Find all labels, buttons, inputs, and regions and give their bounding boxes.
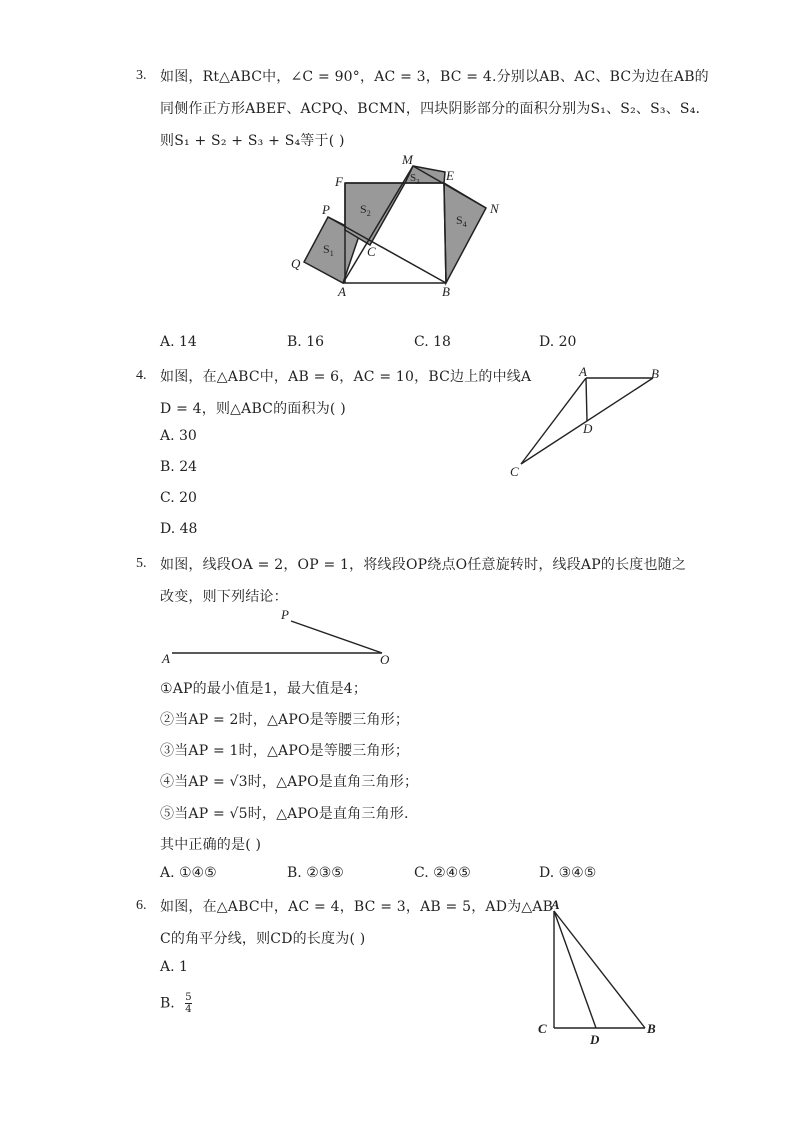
q4-label-B: B xyxy=(651,366,659,381)
label-S3: $S_3$ xyxy=(410,172,420,186)
label-M: M xyxy=(402,152,413,167)
q5-option-a[interactable]: A. ①④⑤ xyxy=(160,865,217,881)
label-E: E xyxy=(446,168,454,183)
q3-option-a[interactable]: A. 14 xyxy=(160,334,197,350)
q4-label-C: C xyxy=(510,464,519,479)
q3-option-c[interactable]: C. 18 xyxy=(414,334,451,350)
question-3-number: 3. xyxy=(136,68,147,83)
q6-label-A: A xyxy=(551,897,560,912)
label-F: F xyxy=(335,174,343,189)
q5-statement-1: ①AP的最小值是1，最大值是4； xyxy=(160,681,368,697)
question-5-number: 5. xyxy=(136,556,147,571)
q6-label-B: B xyxy=(647,1021,656,1036)
q6-option-b-letter: B. xyxy=(160,995,175,1012)
label-S2: $S_2$ xyxy=(360,202,371,218)
question-3-line-3: 则S₁ + S₂ + S₃ + S₄等于( ) xyxy=(160,133,345,149)
q5-statement-4: ④当AP = √3时，△APO是直角三角形； xyxy=(160,774,419,790)
q6-option-a[interactable]: A. 1 xyxy=(160,959,188,975)
q5-statement-2: ②当AP = 2时，△APO是等腰三角形； xyxy=(160,712,410,728)
label-N: N xyxy=(490,201,499,216)
q5-statement-3: ③当AP = 1时，△APO是等腰三角形； xyxy=(160,743,410,759)
question-5-line-1: 如图，线段OA = 2，OP = 1，将线段OP绕点O任意旋转时，线段AP的长度也随之 xyxy=(160,557,687,573)
label-S4: $S_4$ xyxy=(456,213,467,229)
q5-label-O: O xyxy=(380,652,390,667)
q5-option-d[interactable]: D. ③④⑤ xyxy=(539,865,597,881)
question-4-number: 4. xyxy=(136,368,147,383)
question-4-line-2: D = 4，则△ABC的面积为( ) xyxy=(160,401,346,417)
fraction-numerator: 5 xyxy=(185,992,192,1003)
q3-option-d[interactable]: D. 20 xyxy=(539,334,577,350)
q5-label-A: A xyxy=(162,651,170,666)
q5-option-c[interactable]: C. ②④⑤ xyxy=(414,865,471,881)
q5-prompt: 其中正确的是( ) xyxy=(160,837,262,853)
q4-option-d[interactable]: D. 48 xyxy=(160,521,198,537)
q6-label-D: D xyxy=(590,1032,600,1047)
q5-label-P: P xyxy=(281,607,289,622)
fraction-denominator: 4 xyxy=(185,1004,192,1015)
q3-option-b[interactable]: B. 16 xyxy=(287,334,325,350)
q4-option-c[interactable]: C. 20 xyxy=(160,490,197,506)
question-3-line-1: 如图，Rt△ABC中，∠C = 90°，AC = 3，BC = 4.分别以AB、AC、BC为边在AB的 xyxy=(160,69,709,85)
label-S1: $S_1$ xyxy=(323,242,334,258)
q4-option-b[interactable]: B. 24 xyxy=(160,459,198,475)
q5-statement-5: ⑤当AP = √5时，△APO是直角三角形. xyxy=(160,806,409,822)
q6-label-C: C xyxy=(538,1021,547,1036)
label-C: C xyxy=(367,244,376,259)
q4-label-D: D xyxy=(583,421,593,436)
question-4-line-1: 如图，在△ABC中，AB = 6，AC = 10，BC边上的中线A xyxy=(160,369,532,385)
label-P: P xyxy=(322,202,330,217)
question-6-number: 6. xyxy=(136,898,147,913)
label-Q: Q xyxy=(291,256,301,271)
question-5-line-2: 改变，则下列结论： xyxy=(160,589,288,605)
q4-option-a[interactable]: A. 30 xyxy=(160,428,197,444)
q4-label-A: A xyxy=(579,364,587,379)
question-6-line-1: 如图，在△ABC中，AC = 4，BC = 3，AB = 5，AD为△AB xyxy=(160,899,554,915)
label-B: B xyxy=(442,284,450,299)
q5-option-b[interactable]: B. ②③⑤ xyxy=(287,865,344,881)
question-3-line-2: 同侧作正方形ABEF、ACPQ、BCMN，四块阴影部分的面积分别为S₁、S₂、S₃、S₄. xyxy=(160,101,701,117)
label-A: A xyxy=(338,284,346,299)
question-6-line-2: C的角平分线，则CD的长度为( ) xyxy=(160,931,366,947)
